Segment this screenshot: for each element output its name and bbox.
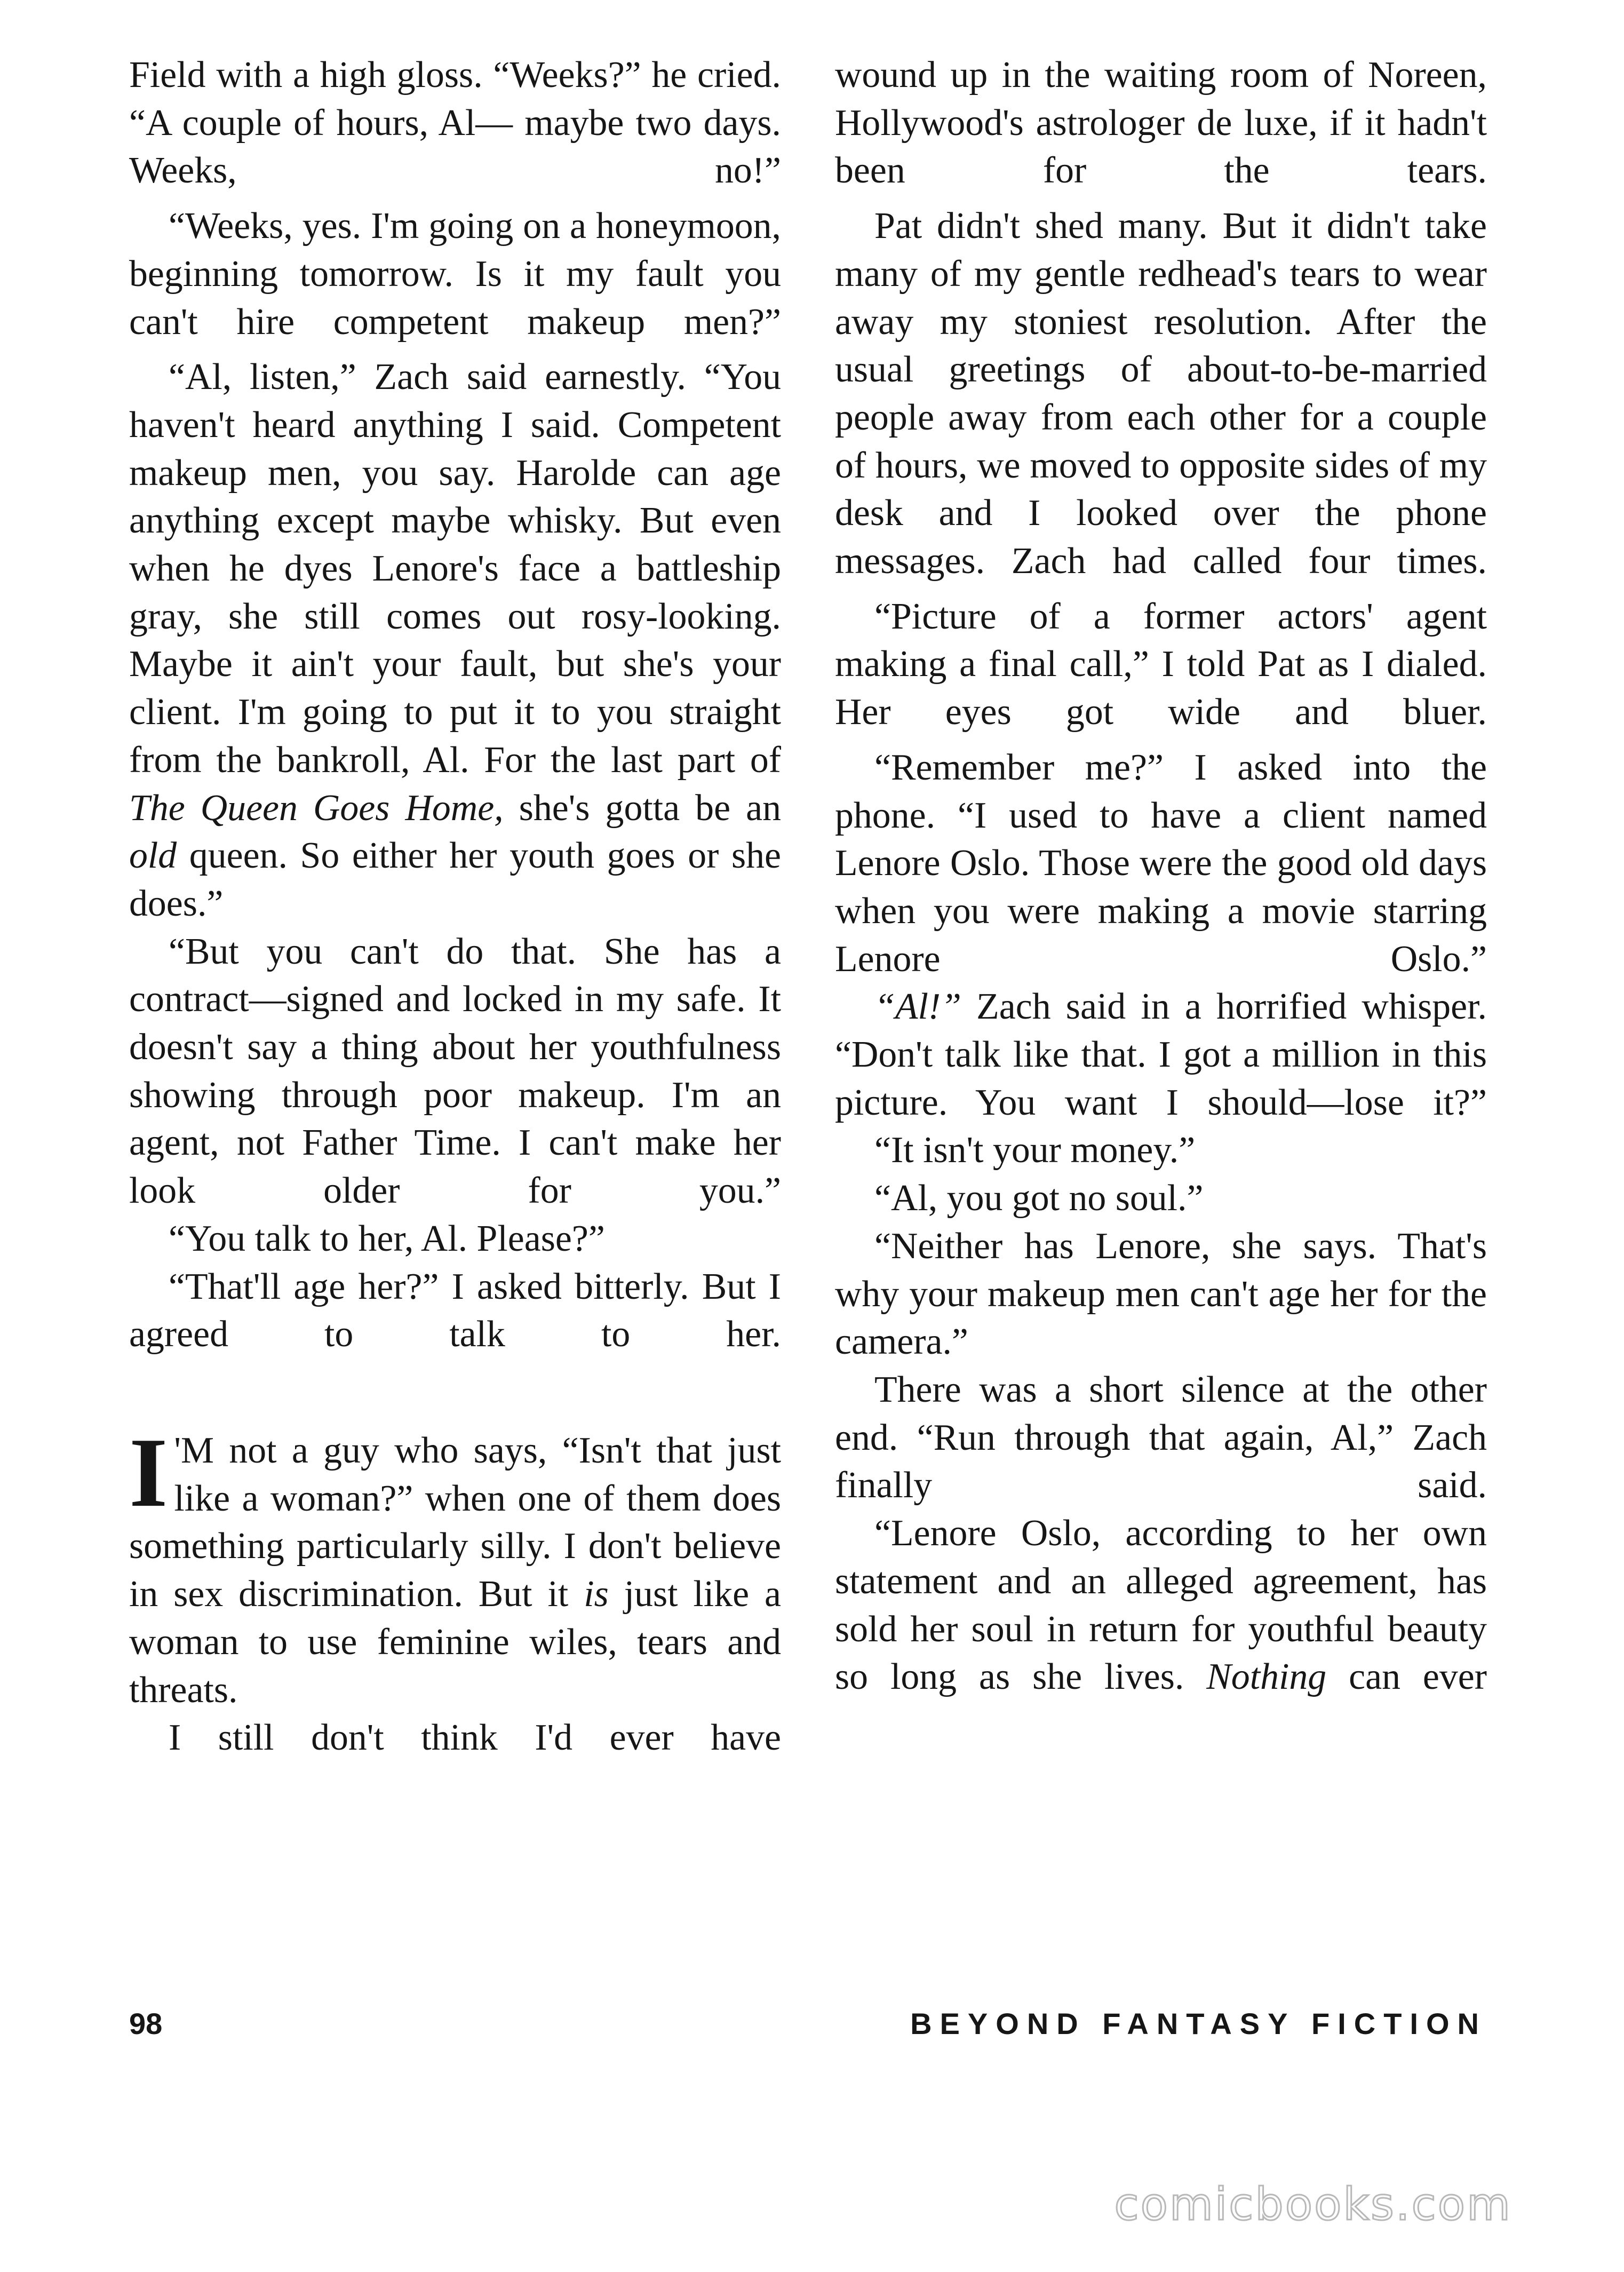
paragraph-text: 'M not a guy who says, “Isn't that just like a woman?” when one of them does something particularly silly. I don't believe in sex discrimination. But it: [129, 1429, 781, 1615]
paragraph: “That'll age her?” I asked bitterly. But I agreed to talk to her.: [129, 1266, 781, 1355]
paragraph-text: can ever: [1326, 1656, 1487, 1698]
paragraph-text: she's gotta be an: [503, 787, 781, 829]
left-text-column: [129, 51, 781, 1762]
emphasis-nothing: Nothing: [1206, 1656, 1327, 1698]
paragraph: “Al, you got no soul.”: [874, 1178, 1204, 1219]
emphasis-old: old: [129, 835, 177, 877]
page-footer: [129, 2006, 1487, 2049]
paragraph: “Remember me?” I asked into the phone. “I used to have a client named Lenore Oslo. Those were the good old days when you were making a movie starring Lenore Oslo.”: [835, 746, 1487, 980]
paragraph-text: “Lenore Oslo, according to her own statement and an alleged agreement, has sold her soul in return for youthful beauty so long as she lives.: [835, 1513, 1487, 1698]
paragraph: “Neither has Lenore, she says. That's why your makeup men can't age her for the camera.”: [835, 1225, 1487, 1363]
section-opening-paragraph: [129, 1417, 781, 1714]
paragraph-text: queen. So either her youth goes or she does.”: [129, 835, 781, 924]
drop-cap: I: [129, 1417, 168, 1528]
paragraph: “Weeks, yes. I'm going on a honeymoon, beginning tomorrow. Is it my fault you can't hire competent makeup men?”: [129, 205, 781, 343]
paragraph: “It isn't your money.”: [874, 1130, 1196, 1171]
paragraph-text: just like a woman to use feminine wiles, tears and threats.: [129, 1574, 781, 1711]
watermark: comicbooks.com: [1114, 2178, 1512, 2230]
paragraph-text: Zach said in a horrified whisper. “Don't talk like that. I got a million in this picture. You want I should—lose it?”: [835, 986, 1487, 1123]
paragraph-text: “Al, listen,” Zach said earnestly. “You haven't heard anything I said. Competent makeup men, you say. Harolde can age anything except maybe whisky. But even when he dyes Lenore's face a battleship gray, she still comes out rosy-looking. Maybe it ain't your fault, but she's your client. I'm going to put it to you straight from the bankroll, Al. For the last part of: [129, 356, 781, 781]
running-footer-title: BEYOND FANTASY FICTION: [910, 2007, 1487, 2040]
paragraph: “Picture of a former actors' agent making a final call,” I told Pat as I dialed. Her eyes got wide and bluer.: [835, 595, 1487, 733]
paragraph: [129, 353, 781, 927]
paragraph: Field with a high gloss. “Weeks?” he cried. “A couple of hours, Al— maybe two days. Weeks, no!”: [129, 54, 781, 192]
paragraph: “You talk to her, Al. Please?”: [169, 1218, 605, 1259]
movie-title-italic: The Queen Goes Home,: [129, 787, 504, 829]
emphasis-al: “Al!”: [874, 986, 961, 1028]
paragraph: I still don't think I'd ever have: [169, 1717, 781, 1759]
paragraph: “But you can't do that. She has a contract—signed and locked in my safe. It doesn't say a thing about her youthfulness showing through poor makeup. I'm an agent, not Father Time. I can't make her look older for you.”: [129, 931, 781, 1212]
paragraph: wound up in the waiting room of Noreen, Hollywood's astrologer de luxe, if it hadn't been for the tears.: [835, 54, 1487, 192]
page-number: 98: [129, 2007, 163, 2040]
paragraph: [835, 1510, 1487, 1701]
paragraph: [835, 983, 1487, 1126]
right-text-column: [835, 51, 1487, 1701]
paragraph: There was a short silence at the other end. “Run through that again, Al,” Zach finally said.: [835, 1369, 1487, 1506]
paragraph: Pat didn't shed many. But it didn't take many of my gentle redhead's tears to wear away my stoniest resolution. After the usual greetings of about-to-be-married people away from each other for a couple of hours, we moved to opposite sides of my desk and I looked over the phone messages. Zach had called four times.: [835, 205, 1487, 582]
emphasis-is: is: [584, 1574, 609, 1615]
